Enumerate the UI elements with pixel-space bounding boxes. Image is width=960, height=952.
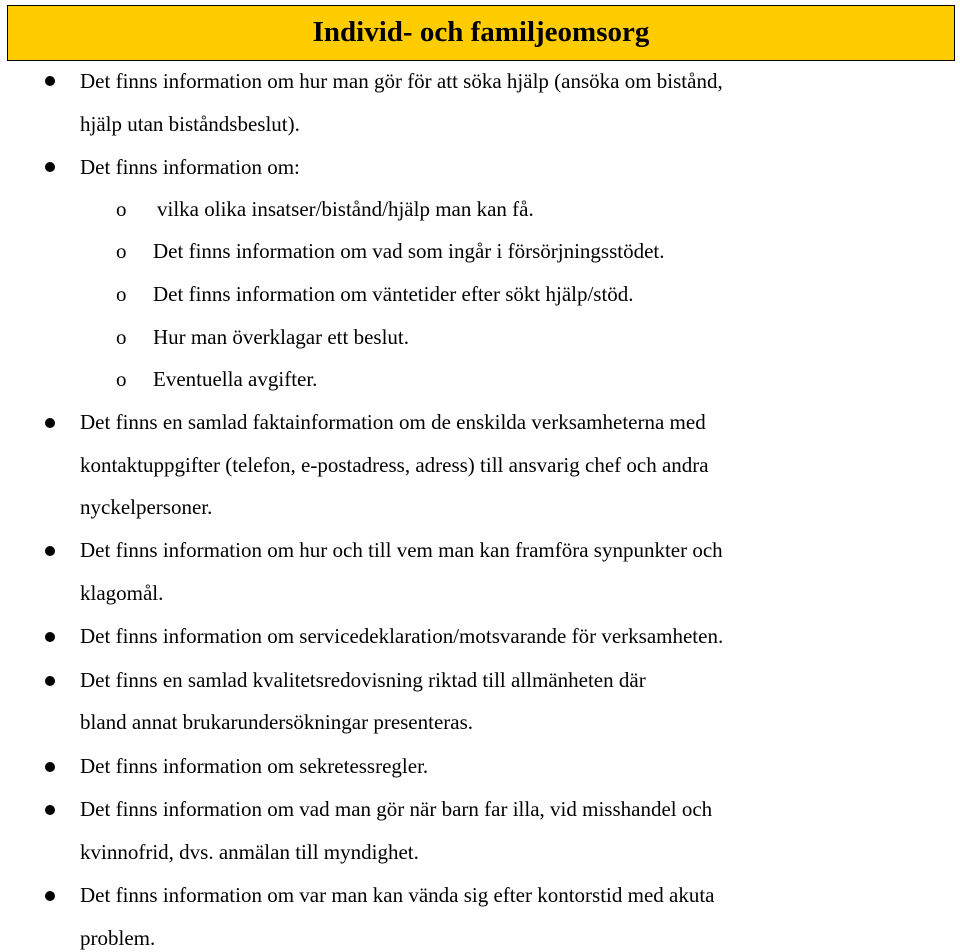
- bullet-icon: [45, 632, 55, 642]
- list-item-line: Det finns information om hur och till vem man kan framföra synpunkter och: [80, 538, 723, 562]
- list-item-line: nyckelpersoner.: [80, 495, 213, 519]
- list-item-line: Det finns en samlad kvalitetsredovisning riktad till allmänheten där: [80, 668, 646, 692]
- sub-list-item: Hur man överklagar ett beslut.: [153, 325, 409, 349]
- list-item-line: klagomål.: [80, 581, 164, 605]
- list-item-line: Det finns en samlad faktainformation om de enskilda verksamheterna med: [80, 410, 706, 434]
- list-item-line: Det finns information om:: [80, 155, 300, 179]
- list-item-line: Det finns information om servicedeklaration/motsvarande för verksamheten.: [80, 624, 724, 648]
- list-item-line: kvinnofrid, dvs. anmälan till myndighet.: [80, 840, 419, 864]
- list-item-line: hjälp utan biståndsbeslut).: [80, 112, 300, 136]
- list-item-line: bland annat brukarundersökningar presenteras.: [80, 710, 474, 734]
- page-title: Individ- och familjeomsorg: [312, 16, 650, 48]
- sub-list-item: vilka olika insatser/bistånd/hjälp man kan få.: [157, 197, 534, 221]
- sub-list-item: Det finns information om vad som ingår i försörjningsstödet.: [153, 239, 665, 263]
- list-item-line: kontaktuppgifter (telefon, e-postadress, adress) till ansvarig chef och andra: [80, 453, 709, 477]
- bullet-icon: [45, 76, 55, 86]
- bullet-icon: [45, 546, 55, 556]
- list-item-line: Det finns information om hur man gör för att söka hjälp (ansöka om bistånd,: [80, 69, 723, 93]
- sub-bullet-icon: o: [116, 325, 127, 349]
- bullet-icon: [45, 891, 55, 901]
- sub-bullet-icon: o: [116, 282, 127, 306]
- sub-bullet-icon: o: [116, 367, 127, 391]
- bullet-icon: [45, 418, 55, 428]
- bullet-icon: [45, 676, 55, 686]
- sub-list-item: Det finns information om väntetider efter sökt hjälp/stöd.: [153, 282, 634, 306]
- list-item-line: Det finns information om var man kan vända sig efter kontorstid med akuta: [80, 883, 715, 907]
- bullet-icon: [45, 162, 55, 172]
- bullet-icon: [45, 762, 55, 772]
- sub-list-item: Eventuella avgifter.: [153, 367, 318, 391]
- list-item-line: Det finns information om sekretessregler.: [80, 754, 429, 778]
- sub-bullet-icon: o: [116, 197, 127, 221]
- list-item-line: problem.: [80, 926, 156, 950]
- sub-bullet-icon: o: [116, 239, 127, 263]
- bullet-icon: [45, 805, 55, 815]
- list-item-line: Det finns information om vad man gör när barn far illa, vid misshandel och: [80, 797, 713, 821]
